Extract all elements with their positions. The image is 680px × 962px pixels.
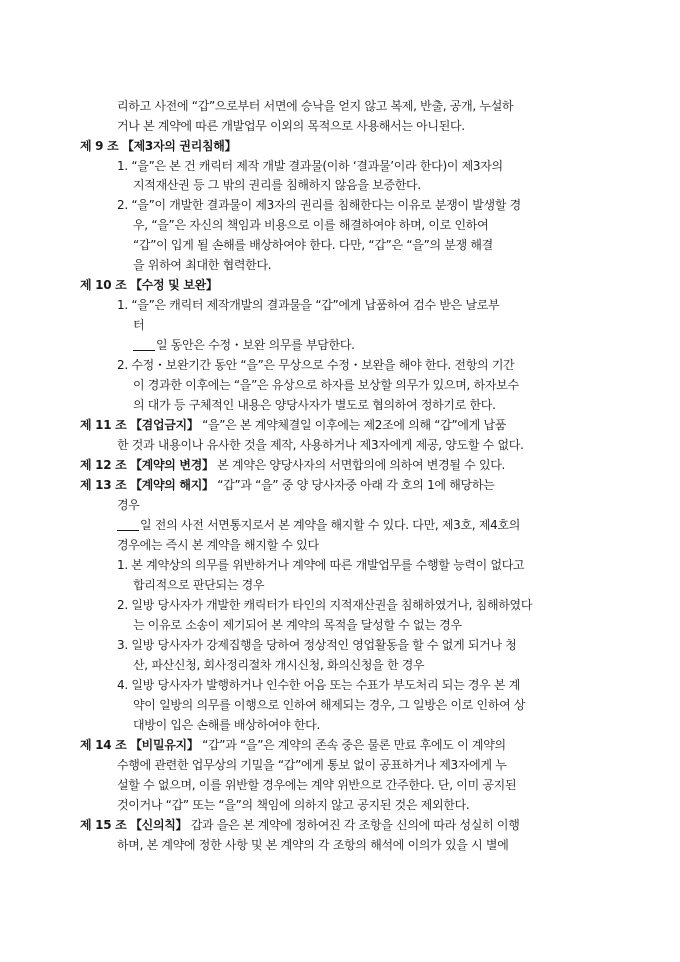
article-13-item: 약이 일방의 의무를 이행으로 인하여 해제되는 경우, 그 일방은 이로 인하여 상 (133, 698, 526, 712)
article-title: 【신의칙】 (129, 818, 188, 832)
article-13-item: 2. 일방 당사자가 개발한 캐릭터가 타인의 지적재산권을 침해하였거나, 침해하였다 (117, 598, 533, 612)
article-9-heading (80, 138, 236, 154)
article-9-item: “갑”이 입게 될 손해를 배상하여야 한다. 다만, “갑”은 “을”의 분쟁 해결 (133, 238, 493, 252)
article-10-item: 터 (133, 318, 145, 332)
article-14-text: 것이거나 “갑” 또는 “을”의 책임에 의하지 않고 공지된 것은 제외한다. (117, 798, 470, 812)
article-14-heading (80, 737, 506, 753)
article-9-item: 2. “을”이 개발한 결과물이 제3자의 권리를 침해한다는 이유로 분쟁이 발생할 경 (117, 198, 521, 212)
article-13-text: 경우 (117, 498, 140, 512)
article-10-item: 1. “을”은 캐릭터 제작개발의 결과물을 “갑”에게 납품하여 검수 받은 날로부 (117, 298, 500, 312)
article-15-text: 하며, 본 계약에 정한 사항 및 본 계약의 각 조항의 해석에 이의가 있을 시 별에 (117, 838, 509, 852)
item-text: 일 동안은 수정・보완 의무를 부담한다. (156, 338, 355, 352)
blank-field (133, 338, 155, 351)
article-number: 제 13 조 (80, 478, 127, 492)
article-10-item (133, 337, 355, 353)
article-9-item: 우, “을”은 자신의 책임과 비용으로 이를 해결하여야 하며, 이로 인하여 (133, 218, 489, 232)
article-number: 제 11 조 (80, 418, 127, 432)
article-13-item: 4. 일방 당사자가 발행하거나 인수한 어음 또는 수표가 부도처리 되는 경우 본 계 (117, 678, 521, 692)
article-13-heading (80, 477, 494, 493)
article-9-item: 지적재산권 등 그 밖의 권리를 침해하지 않음을 보증한다. (133, 178, 421, 192)
article-number: 제 10 조 (80, 278, 127, 292)
article-13-item: 대방이 입은 손해를 배상하여야 한다. (133, 718, 320, 732)
article-text: “갑”과 “을”은 계약의 존속 중은 물론 만료 후에도 이 계약의 (202, 738, 506, 752)
article-title: 【비밀유지】 (129, 738, 199, 752)
article-11-heading (80, 417, 506, 433)
article-text: 갑과 을은 본 계약에 정하여진 각 조항을 신의에 따라 성실히 이행 (190, 818, 520, 832)
article-title: 【수정 및 보완】 (129, 278, 218, 292)
article-text: “갑”과 “을” 중 양 당사자중 아래 각 호의 1에 해당하는 (217, 478, 495, 492)
article-13-text: 경우에는 즉시 본 계약을 해지할 수 있다 (117, 538, 319, 552)
article-number: 제 14 조 (80, 738, 127, 752)
article-13-item: 산, 파산신청, 회사정리절차 개시신청, 화의신청을 한 경우 (133, 658, 425, 672)
blank-field (117, 518, 139, 531)
article-number: 제 12 조 (80, 458, 127, 472)
article-14-text: 설할 수 없으며, 이를 위반할 경우에는 계약 위반으로 간주한다. 단, 이미 공지된 (117, 778, 517, 792)
article-number: 제 15 조 (80, 818, 127, 832)
article-title: 【겸업금지】 (129, 418, 199, 432)
article-15-heading (80, 817, 520, 833)
article-title: 【제3자의 권리침해】 (121, 139, 237, 153)
article-14-text: 수행에 관련한 업무상의 기밀을 “갑”에게 통보 없이 공표하거나 제3자에게 누 (117, 758, 507, 772)
article-9-item: 을 위하여 최대한 협력한다. (133, 258, 272, 272)
article-10-item: 2. 수정・보완기간 동안 “을”은 무상으로 수정・보완을 해야 한다. 전항의 기간 (117, 358, 515, 372)
article-12-heading (80, 457, 505, 473)
article-text: 일 전의 사전 서면통지로서 본 계약을 해지할 수 있다. 다만, 제3호, 제4호의 (140, 518, 521, 532)
article-13-item: 1. 본 계약상의 의무를 위반하거나 계약에 따른 개발업무를 수행할 능력이 없다고 (117, 558, 525, 572)
article-10-item: 의 대가 등 구체적인 내용은 양당사자가 별도로 협의하여 정하기로 한다. (133, 398, 496, 412)
article-number: 제 9 조 (80, 139, 119, 153)
article-title: 【계약의 변경】 (129, 458, 214, 472)
article-10-item: 이 경과한 이후에는 “을”은 유상으로 하자를 보상할 의무가 있으며, 하자보수 (133, 378, 519, 392)
article-11-text: 한 것과 내용이나 유사한 것을 제작, 사용하거나 제3자에게 제공, 양도할 수 없다. (117, 438, 524, 452)
article-text: “을”은 본 계약체결일 이후에는 제2조에 의해 “갑”에게 납품 (202, 418, 507, 432)
article-13-text (117, 517, 520, 533)
article-title: 【계약의 해지】 (129, 478, 214, 492)
intro-line: 거나 본 계약에 따른 개발업무 이외의 목적으로 사용해서는 아니된다. (117, 119, 465, 133)
article-13-item: 3. 일방 당사자가 강제집행을 당하여 정상적인 영업활동을 할 수 없게 되거나 청 (117, 638, 517, 652)
article-13-item: 합리적으로 판단되는 경우 (133, 578, 265, 592)
article-9-item: 1. “을”은 본 건 캐릭터 제작 개발 결과물(이하 ‘결과물’이라 한다)이 제3자의 (117, 159, 503, 173)
article-text: 본 계약은 양당사자의 서면합의에 의하여 변경될 수 있다. (217, 458, 506, 472)
intro-line: 리하고 사전에 “갑”으로부터 서면에 승낙을 얻지 않고 복제, 반출, 공개, 누설하 (117, 99, 514, 113)
article-13-item: 는 이유로 소송이 제기되어 본 계약의 목적을 달성할 수 없는 경우 (133, 618, 462, 632)
article-10-heading (80, 277, 218, 293)
